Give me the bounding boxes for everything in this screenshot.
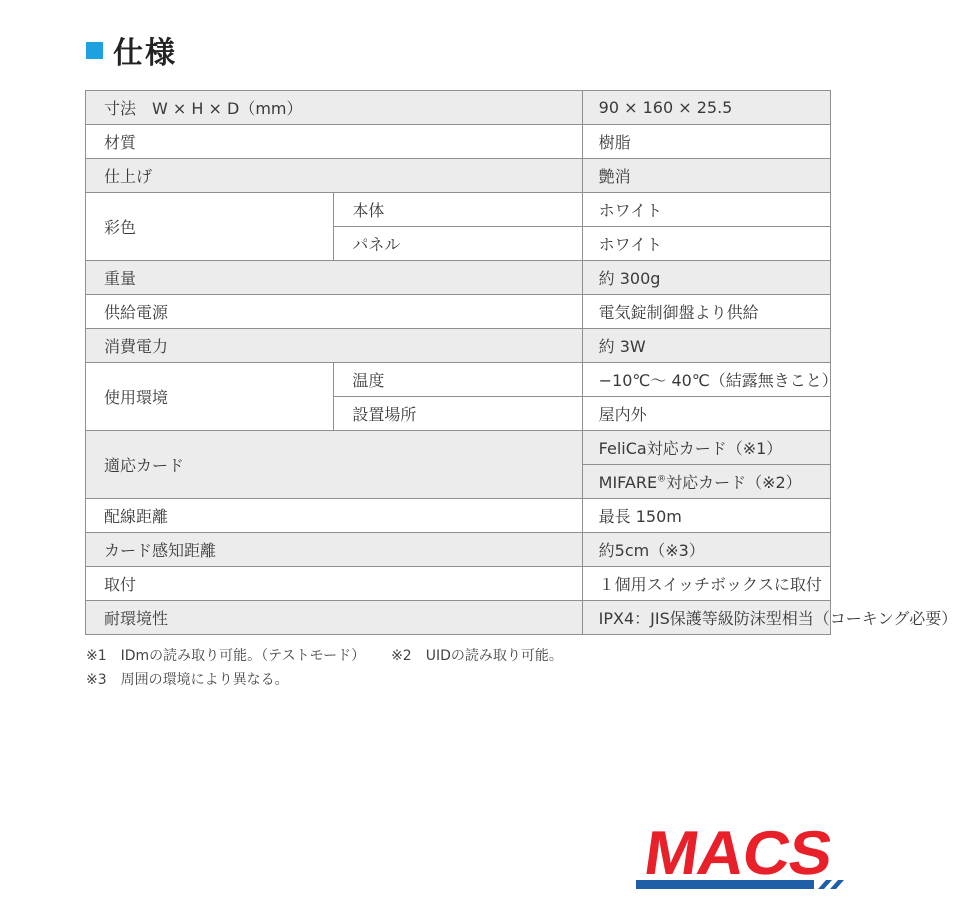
spec-value: 最長 150m [582, 499, 830, 533]
section-title: 仕様 [113, 36, 177, 71]
section-heading [86, 30, 177, 70]
spec-sublabel: パネル [334, 227, 582, 261]
spec-label: 材質 [86, 125, 583, 159]
footnotes [86, 644, 563, 692]
spec-table [85, 90, 957, 635]
spec-value: 電気錠制御盤より供給 [582, 295, 830, 329]
spec-value: ホワイト [582, 193, 830, 227]
spec-row-dimensions [86, 91, 831, 125]
spec-label: 彩色 [86, 193, 334, 261]
spec-row-weight [86, 261, 831, 295]
spec-value: IPX4：JIS保護等級防沫型相当（コーキング必要） [582, 601, 830, 635]
macs-logo [636, 818, 844, 894]
spec-label: 供給電源 [86, 295, 583, 329]
spec-value: FeliCa対応カード（※1） [582, 431, 830, 465]
spec-value: 約 3W [582, 329, 830, 363]
spec-row-environment-temp [86, 363, 831, 397]
spec-value: 樹脂 [582, 125, 830, 159]
registered-mark: ® [657, 474, 667, 485]
spec-row-cards-felica [86, 431, 831, 465]
footnote-row [86, 644, 563, 668]
spec-row-finish [86, 159, 831, 193]
svg-text:MACS: MACS [640, 819, 829, 888]
spec-label: 配線距離 [86, 499, 583, 533]
footnote-3: ※3 周囲の環境により異なる。 [86, 672, 289, 688]
spec-value: ホワイト [582, 227, 830, 261]
spec-sublabel: 温度 [334, 363, 582, 397]
spec-row-power-consumption [86, 329, 831, 363]
spec-value: −10℃～ 40℃（結露無きこと） [582, 363, 830, 397]
mifare-name: MIFARE [598, 473, 658, 492]
spec-label: 取付 [86, 567, 583, 601]
spec-label: 適応カード [86, 431, 583, 499]
spec-label: カード感知距離 [86, 533, 583, 567]
mifare-rest: 対応カード（※2） [666, 473, 802, 492]
spec-value-mifare [582, 465, 830, 499]
spec-value: 約 300g [582, 261, 830, 295]
spec-label: 使用環境 [86, 363, 334, 431]
spec-label: 寸法 W × H × D（mm） [86, 91, 583, 125]
square-bullet-icon [86, 42, 103, 59]
spec-value: 艶消 [582, 159, 830, 193]
spec-label: 消費電力 [86, 329, 583, 363]
spec-sublabel: 設置場所 [334, 397, 582, 431]
spec-label: 仕上げ [86, 159, 583, 193]
spec-value: 90 × 160 × 25.5 [582, 91, 830, 125]
spec-value: １個用スイッチボックスに取付 [582, 567, 830, 601]
spec-label: 耐環境性 [86, 601, 583, 635]
spec-row-wiring [86, 499, 831, 533]
footnote-2: ※2 UIDの読み取り可能。 [391, 648, 563, 664]
spec-label: 重量 [86, 261, 583, 295]
spec-row-color-body [86, 193, 831, 227]
spec-row-mounting [86, 567, 831, 601]
spec-sublabel: 本体 [334, 193, 582, 227]
spec-row-durability [86, 601, 831, 635]
spec-row-power-supply [86, 295, 831, 329]
spec-row-material [86, 125, 831, 159]
spec-row-detect [86, 533, 831, 567]
footnote-1: ※1 IDmの読み取り可能。（テストモード） [86, 648, 366, 664]
spec-value: 約5cm（※3） [582, 533, 830, 567]
footnote-row [86, 668, 563, 692]
spec-value: 屋内外 [582, 397, 830, 431]
